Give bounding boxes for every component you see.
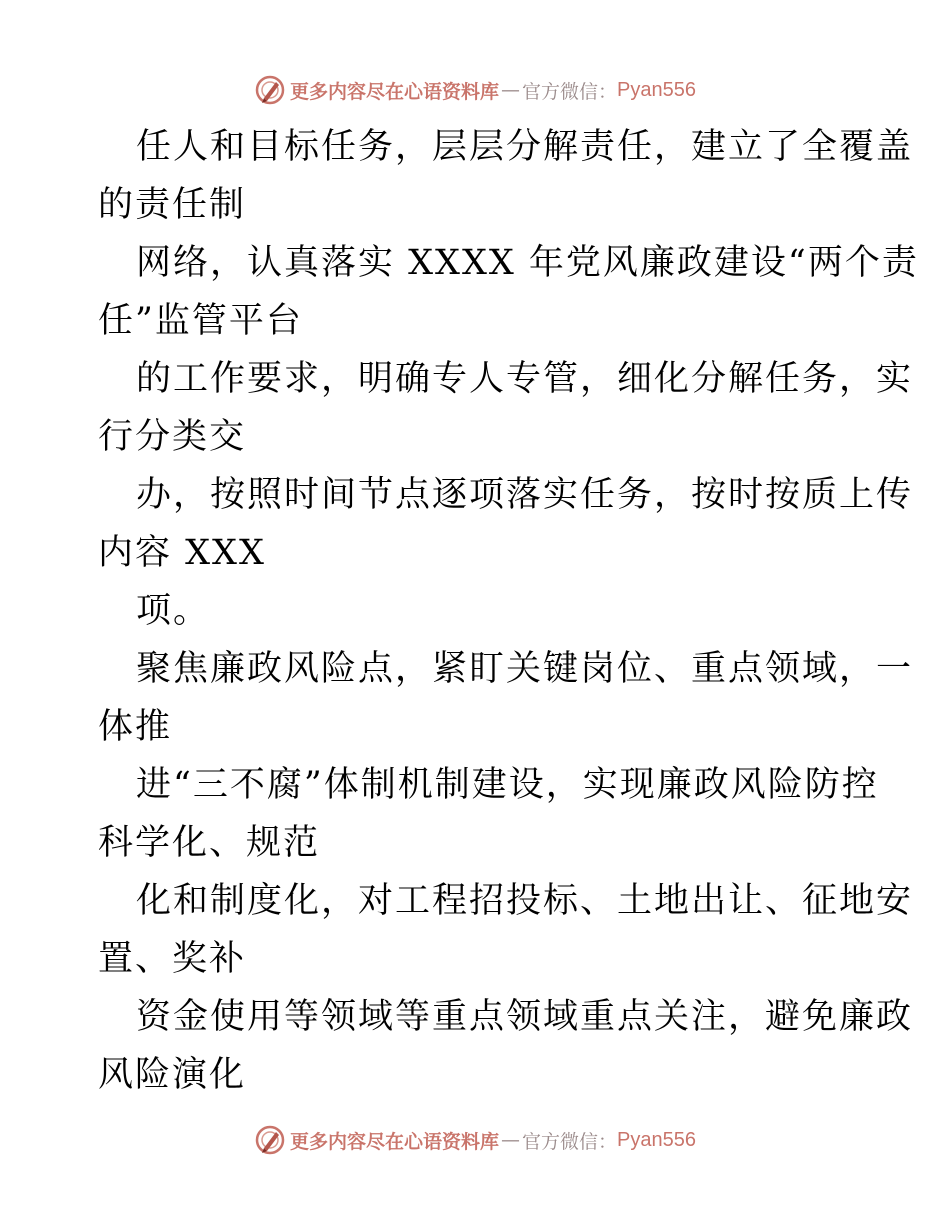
pen-nib-logo-icon [254, 74, 286, 106]
header-banner [0, 70, 950, 110]
body-line: 的工作要求，明确专人专管，细化分解任务，实 [136, 359, 914, 399]
body-line: 聚焦廉政风险点，紧盯关键岗位、重点领域，一 [136, 649, 914, 689]
body-line: 任人和目标任务，层层分解责任，建立了全覆盖 [136, 127, 914, 167]
body-line: 内容 XXX [98, 533, 266, 573]
body-line: 网络，认真落实 XXXX 年党风廉政建设“两个责 [136, 243, 919, 283]
body-line: 行分类交 [98, 417, 247, 457]
body-line: 科学化、规范 [98, 823, 321, 863]
body-line: 项。 [136, 591, 211, 631]
banner-brand-text: 更多内容尽在心语资料库 [290, 80, 500, 103]
banner-separator: — [501, 79, 521, 101]
banner-wechat-id: Pyan556 [617, 1128, 696, 1151]
body-line: 置、奖补 [98, 939, 247, 979]
banner-official-label: 官方微信： [522, 80, 618, 103]
banner-separator: — [501, 1129, 521, 1151]
body-line: 化和制度化，对工程招投标、土地出让、征地安 [136, 881, 914, 921]
pen-nib-logo-icon [254, 1124, 286, 1156]
banner-official-label: 官方微信： [522, 1130, 618, 1153]
document-body [98, 118, 919, 1104]
body-line: 体推 [98, 707, 173, 747]
banner-wechat-id: Pyan556 [617, 78, 696, 101]
body-line: 进“三不腐”体制机制建设，实现廉政风险防控 [136, 765, 879, 805]
body-line: 资金使用等领域等重点领域重点关注，避免廉政 [136, 997, 914, 1037]
body-line: 办，按照时间节点逐项落实任务，按时按质上传 [136, 475, 914, 515]
banner-brand-text: 更多内容尽在心语资料库 [290, 1130, 500, 1153]
body-line: 的责任制 [98, 185, 247, 225]
body-line: 任”监管平台 [98, 301, 303, 341]
body-line: 风险演化 [98, 1055, 247, 1095]
footer-banner [0, 1120, 950, 1160]
